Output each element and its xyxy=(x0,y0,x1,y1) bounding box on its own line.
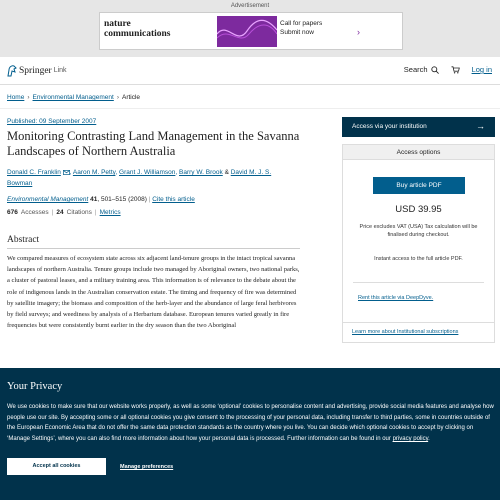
springer-horse-icon xyxy=(6,64,17,77)
arrow-right-icon: → xyxy=(476,121,485,131)
springer-link-logo[interactable]: Springer Link xyxy=(6,64,67,77)
buy-article-pdf-button[interactable]: Buy article PDF xyxy=(373,177,465,194)
access-options-heading: Access options xyxy=(343,145,494,160)
pages: , 501–515 (2008) xyxy=(97,196,147,203)
ad-label: Advertisement xyxy=(230,3,270,9)
chevron-right-icon: › xyxy=(27,94,30,101)
chevron-right-icon: › xyxy=(116,94,119,101)
divider xyxy=(0,108,500,109)
citations-label: Citations xyxy=(66,209,92,216)
journal-link[interactable]: Environmental Management xyxy=(7,196,89,203)
access-via-institution-button[interactable]: Access via your institution → xyxy=(342,117,495,137)
header-actions xyxy=(404,65,492,74)
metrics-link[interactable]: Metrics xyxy=(99,209,121,216)
divider xyxy=(353,282,484,283)
breadcrumb xyxy=(7,94,140,101)
access-options-panel xyxy=(342,144,495,343)
abstract-heading: Abstract xyxy=(7,235,40,245)
ad-wave-graphic xyxy=(217,16,277,47)
instant-access-note: Instant access to the full article PDF. xyxy=(374,256,463,262)
abstract-text: We compared measures of ecosystem state across six adjacent land-tenure groups in the intact tropical savanna landscapes of northern Australia. Tenure groups include two managed by Aboriginal owners, two national parks, a cluster of pastoral leases, and a military training area. This information is of relevance to the debate about the role of indigenous lands in the Australian conservation estate. The timing and frequency of fire was determined by satellite imagery; the biomass and composition of the herb-layer and the abundance of large feral herbivores by field surveys; and weediness by analysis of a Herbarium database. European tenures varied greatly in fire frequencies but were consistently burnt earlier in the dry season than the two Aboriginal xyxy=(7,255,300,330)
privacy-policy-link[interactable]: privacy policy xyxy=(392,435,429,442)
accesses-count: 676 xyxy=(7,209,18,216)
nature-communications-logo: nature communications xyxy=(104,19,171,39)
manage-preferences-link[interactable]: Manage preferences xyxy=(120,464,174,470)
author-link[interactable]: Donald C. Franklin xyxy=(7,169,61,176)
ad-arrow-icon: › xyxy=(357,27,360,37)
article-metrics: 676 Accesses | 24 Citations | Metrics xyxy=(7,209,121,216)
login-link[interactable]: Log in xyxy=(471,65,492,74)
volume: 41 xyxy=(90,196,98,203)
citations-count: 24 xyxy=(56,209,64,216)
cookie-text: We use cookies to make sure that our website works properly, as well as some ‘optional’ cookies to personalise content and advertising, provide social media features and analyse how people use our site. By accepting some or all optional cookies you give consent to the processing of your personal data, including transfer to third parties, some in countries outside of the European Economic Area that do not offer the same data protection standards as the country where you live. You can decide which optional cookies to accept by clicking on ‘Manage Settings’, where you can also find more information about how your personal data is processed. Further information can be found in our privacy policy. xyxy=(7,404,494,442)
breadcrumb-article: Article xyxy=(121,94,141,101)
ad-banner[interactable] xyxy=(99,12,403,50)
site-header xyxy=(0,57,500,85)
cookie-consent-banner xyxy=(0,368,500,500)
advertisement-bar xyxy=(0,0,500,57)
breadcrumb-home[interactable]: Home xyxy=(7,94,25,101)
breadcrumb-environmental-management[interactable]: Environmental Management xyxy=(32,94,114,101)
price: USD 39.95 xyxy=(395,204,442,215)
cite-this-article-link[interactable]: Cite this article xyxy=(152,196,195,203)
divider xyxy=(7,248,300,249)
author-link[interactable]: David M. J. S. Bowman xyxy=(7,169,272,187)
cookie-title: Your Privacy xyxy=(7,381,63,392)
author-list: Donald C. Franklin , Aaron M. Petty, Grant J. Williamson, Barry W. Brook & David M. J. S. Bowman xyxy=(7,169,272,187)
cart-icon[interactable] xyxy=(451,66,460,74)
author-link[interactable]: Aaron M. Petty xyxy=(72,169,116,176)
search-icon xyxy=(431,66,439,74)
published-date-link[interactable]: Published: 09 September 2007 xyxy=(7,118,97,125)
institutional-subscriptions-link[interactable]: Learn more about Institutional subscriptions xyxy=(352,329,459,335)
ad-call-for-papers: Call for papers Submit now xyxy=(280,20,323,36)
author-link[interactable]: Barry W. Brook xyxy=(179,169,223,176)
accesses-label: Accesses xyxy=(20,209,49,216)
divider xyxy=(342,322,495,323)
journal-citation: Environmental Management 41, 501–515 (2008) | Cite this article xyxy=(7,196,195,203)
article-title: Monitoring Contrasting Land Management in the Savanna Landscapes of Northern Australia xyxy=(7,129,300,158)
price-note: Price excludes VAT (USA) Tax calculation will be finalised during checkout. xyxy=(359,224,478,238)
envelope-icon[interactable] xyxy=(63,170,70,175)
accept-all-cookies-button[interactable]: Accept all cookies xyxy=(7,458,106,475)
search-button[interactable]: Search xyxy=(404,65,439,74)
rent-deepdyve-link[interactable]: Rent this article via DeepDyve. xyxy=(358,295,434,301)
author-link[interactable]: Grant J. Williamson xyxy=(119,169,176,176)
